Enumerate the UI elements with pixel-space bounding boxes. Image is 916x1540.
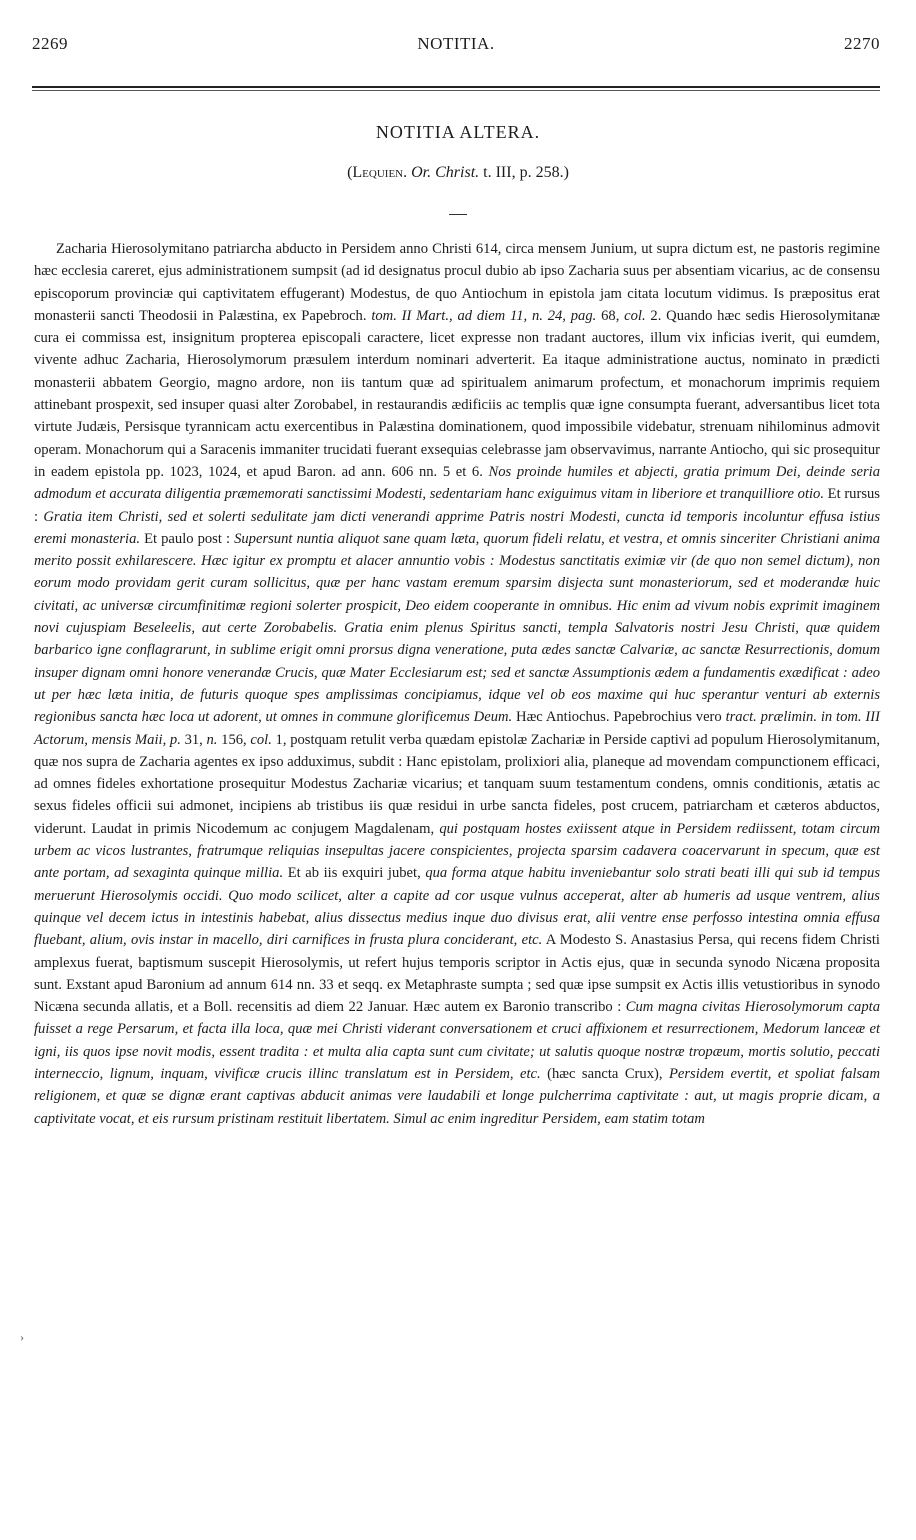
source-citation: (Lequien. Or. Christ. t. III, p. 258.): [347, 164, 569, 181]
source-work: Or. Christ.: [411, 164, 480, 181]
source-location: t. III, p. 258.): [483, 164, 569, 181]
text-segment: (hæc sancta Crux),: [540, 1065, 669, 1082]
italic-segment: col.: [624, 307, 646, 324]
text-segment: A Modesto S. Anastasius Persa, qui recens fidem Christi amplexus fuerat, baptismum suscepit Hierosolymis, ut refert hujus temporis scriptor in Actis ejus, quæ in secunda synodo Nicæna proposita sunt. Exstant apud Baronium ad annum 614 nn. 33 et seqq. ex Metaphraste sumpta ; sed quæ ipse sumpsit ex Actis illis vetustioribus in synodo Nicæna secunda allatis, et a Boll. recensitis ad diem 22 Januar. Hæc autem ex Baronio transcribo :: [34, 932, 880, 1016]
page-header: [32, 34, 880, 58]
text-segment: 1, postquam retulit verba quædam epistolæ Zachariæ in Perside captivi ad populum Hierosolymitanum, quæ nos supra de Zacharia agentes ex ipso adduximus, subdit : Hanc epistolam, prolixiori alia, planeque ad movendam compunctionem efficaci, ad omnes fideles exhortatione prosequitur Modestus Zachariæ vicarius; et tanquam suum testamentum condens, omnis conditionis, ætatis ac sexus fideles officii sui admonet, incipiens ab tristibus iis quæ residui in urbe sancta fideles, post crucem, patriarcham et cæteros abductos, viderunt. Laudat in primis Nicodemum ac conjugem Magdalenam,: [34, 731, 880, 837]
column-number-left: 2269: [32, 34, 68, 53]
text-segment: 68,: [596, 307, 625, 324]
source-author: Lequien: [352, 164, 404, 181]
body-paragraph: [34, 238, 880, 1130]
text-segment: Et paulo post :: [140, 530, 235, 547]
italic-segment: tract. prælimin. in tom. III Actorum, mensis Maii, p.: [34, 709, 881, 748]
italic-segment: col.: [250, 731, 272, 748]
italic-segment: Gratia item Christi, sed et solerti sedulitate jam dicti venerandi apprime Patris nostri Modesti, cuncta id temporis incoluntur effusa istius eremi monasteria.: [34, 508, 881, 547]
text-segment: 2. Quando hæc sedis Hierosolymitanæ cura ei commissa est, insignitum propterea episcopali caractere, licet expresse non tradant auctores, illum vix inficias iverit, qui eumdem, vivente adhuc Zacharia, Hierosolymorum præsulem interdum nominari adverterit. Ea itaque administratione auctus, nominato in prædicti monasterii abbatem Georgio, magno ardore, non iis tantum quæ ad spiritualem animarum profectum, et monachorum imprimis requiem attinebant prospexit, sed insuper quasi alter Zorobabel, in restaurandis ædificiis ac templis quæ igne consumpta fuerant, adversantibus licet tota virtute Judæis, Persisque tyrannicam actu exercentibus in Palæstina dominationem, quod impossibile videbatur, strenuam nihilominus admovit operam. Monachorum qui a Saracenis immaniter trucidati fuerant exsequias celebrasse jam observavimus, narrante Antiocho, qui sic prosequitur in eadem epistola pp. 1023, 1024, et apud Baron. ad ann. 606 nn. 5 et 6.: [34, 307, 880, 480]
italic-segment: qua forma atque habitu inveniebantur solo strati beati illi qui sub id tempus meruerunt Hierosolymis occidi. Quo modo scilicet, alter a capite ad cor usque vulnus acceperat, alter ab humeris ad usque ventrem, alius quinque vel decem ictus in intestinis habebat, alius dissectus medius inque duo divisus erat, alii ventre ense perfosso intestina omnia effusa fluebant, alium, ovis instar in macello, diri carnifices in frusta plura conciderant, etc.: [34, 865, 880, 949]
italic-segment: Nos proinde humiles et abjecti, gratia primum Dei, deinde seria admodum et accurata diligentia præmemorati sanctissimi Modesti, sedentariam hanc exiguimus vitam in liberiore et tranquilliore otio.: [34, 463, 881, 503]
section-title: NOTITIA ALTERA.: [375, 122, 541, 142]
text-segment: Hæc Antiochus. Papebrochius vero: [512, 709, 726, 726]
text-segment: Et ab iis exquiri jubet,: [283, 865, 426, 882]
italic-segment: tom. II Mart., ad diem 11, n. 24, pag.: [371, 307, 597, 324]
text-segment: Et rursus :: [34, 486, 880, 525]
running-title: NOTITIA.: [417, 34, 495, 53]
italic-segment: qui postquam hostes exiissent atque in Persidem rediissent, totam circum urbem ac vicos lustrantes, fratrumque reliquias insepultas jacere conspicientes, projecta sparsim cadavera coacervarunt in specum, quæ est ante portam, ad sexaginta quinque millia.: [34, 820, 880, 882]
text-segment: 31,: [180, 731, 207, 748]
italic-segment: Cum magna civitas Hierosolymorum capta fuisset a rege Persarum, et facta illa loca, quæ mei Christi viderant conversationem et cruci affixionem et resurrectionem, Medorum lanceæ et igni, iis quos ipse novit modis, essent tradita : et multa alia capta sunt cum civitate; ut salutis quoque nostræ tropæum, mortis solutio, peccati interneccio, lignum, inquam, vivificæ crucis illinc translatum est in Persidem, etc.: [34, 999, 880, 1082]
text-segment: Zacharia Hierosolymitano patriarcha abducto in Persidem anno Christi 614, circa mensem Junium, ut supra dictum est, ne pastoris regimine hæc ecclesia careret, ejus administrationem sumpsit (ad id designatus procul dubio ab ipso Zacharia suus per absentiam vicarius, ac de consensu episcoporum provinciæ qui captivitatem effugerant) Modestus, de quo Antiochum in epistola jam citata locutum vidimus. Is præpositus erat monasterii sancti Theodosii in Palæstina, ex Papebroch.: [34, 241, 880, 324]
text-segment: 156,: [217, 731, 251, 748]
margin-mark: ›: [20, 1330, 24, 1344]
header-rule-thin: [32, 90, 880, 91]
separator-dash: [449, 214, 467, 215]
italic-segment: Persidem evertit, et spoliat falsam religionem, et quæ se dignæ erant captivas abducit animas vere laudabili et longe pulcherrima captivitate : aut, ut magis proprie dicam, a captivitate vocat, et eis rursum pristinam restituit libertatem. Simul ac enim ingreditur Persidem, eam statim totam: [34, 1065, 880, 1127]
header-rule: [32, 86, 880, 88]
italic-segment: n.: [206, 731, 218, 748]
body-text: [34, 238, 880, 1130]
source-open: (: [347, 164, 353, 181]
column-number-right: 2270: [844, 34, 880, 53]
italic-segment: Supersunt nuntia aliquot sane quam læta, quorum fideli relatu, et vestra, et omnis sinceriter Christiani anima merito possit exhilarescere. Hæc igitur ex promptu et alacer annuntio vobis : Modestus sanctitatis eximiæ vir (de quo non semel dictum), non eorum modo providam gerit curam sollicitus, quæ per hanc vastam eremum sparsim disjecta sunt monasteriorum, sed et moderandæ huic civitati, ac universæ circumfinitimæ regioni solerter prospicit, Deo eidem cooperante in omnibus. Hic enim ad vivum nobis exprimit imaginem novi cujuspiam Beseleelis, aut certe Zorobabelis. Gratia enim plenus Spiritus sancti, templa Salvatoris nostri Jesu Christi, quæ quidem barbarico igne conflagrarunt, in sublime erigit omni prorsus digna veneratione, puta ædes sanctæ Calvariæ, ac sanctæ Resurrectionis, domum insuper dignam omni honore venerandæ Crucis, quæ Mater Ecclesiarum est; sed et sanctæ Assumptionis ædem a fundamentis exædificat : adeo ut per hæc læta initia, de futuris quoque spes amplissimas concipiamus, idque vel ob eos maxime qui huc sperantur venturi ab externis regionibus sancta hæc loca ut adorent, ut omnes in commune glorificemus Deum.: [34, 530, 880, 726]
